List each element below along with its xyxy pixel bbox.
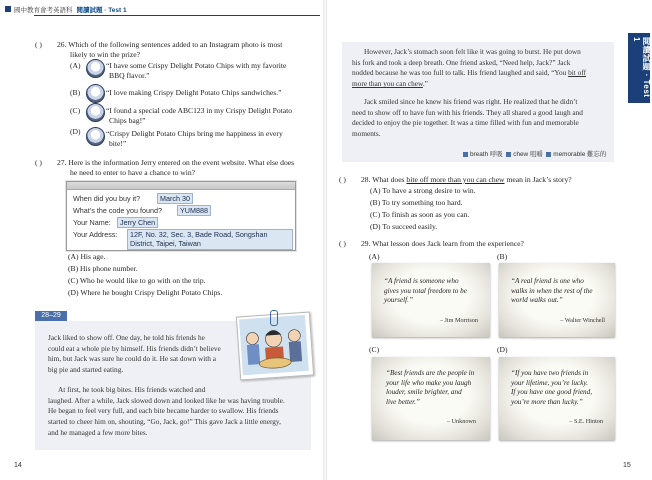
side-tab-label: 閱讀試題 · Test 1 xyxy=(632,37,651,98)
option-c[interactable]: (C) xyxy=(369,345,380,354)
avatar-icon xyxy=(86,84,105,103)
passage-line: and he managed a few more bites. xyxy=(48,427,148,437)
option-text: Chips bag!” xyxy=(109,116,146,125)
option-a[interactable] xyxy=(68,252,105,262)
quote-line: “A friend is someone who xyxy=(384,277,459,285)
vocab-item: breath 呼吸 xyxy=(470,151,503,158)
option-text: “I found a special code ABC123 in my Crispy Delight Potato xyxy=(106,106,293,115)
option-c[interactable]: (C) xyxy=(70,106,81,115)
option-text: His phone number. xyxy=(80,264,138,273)
passage-line: moments. xyxy=(352,129,381,139)
passage-paragraph-1 xyxy=(48,333,246,376)
quote-line: yourself.” xyxy=(384,296,413,305)
option-a[interactable] xyxy=(70,61,81,71)
quote-text xyxy=(511,277,593,306)
quote-line: “If you have two friends in xyxy=(511,369,589,377)
passage-line: laughed. After a while, Jack slowed down and looked like he was having trouble. xyxy=(48,395,285,405)
quote-card-d xyxy=(499,357,615,440)
header-marker xyxy=(5,6,11,12)
question-stem: likely to win the prize? xyxy=(70,50,141,59)
avatar-icon xyxy=(86,59,105,78)
passage-tag: 28–29 xyxy=(35,311,67,321)
option-text: “I have some Crispy Delight Potato Chips with my favorite xyxy=(106,61,287,70)
quote-author: – S.E. Hinton xyxy=(569,418,603,425)
option-label: (C) xyxy=(370,210,381,219)
question-stem: 27. Here is the information Jerry entered on the event website. What else does xyxy=(57,158,295,167)
quote-line: your life who make you laugh xyxy=(386,378,472,387)
quote-card-a xyxy=(372,263,490,337)
underlined-phrase: bite off more than you can chew xyxy=(406,175,505,184)
quote-card-b xyxy=(499,263,615,337)
question-stem: 29. What lesson does Jack learn from the experience? xyxy=(361,239,524,248)
answer-blank[interactable]: ( ) xyxy=(339,239,346,248)
answer-blank[interactable]: ( ) xyxy=(339,175,346,184)
form-value-address xyxy=(127,229,293,250)
option-label: (D) xyxy=(68,288,79,297)
browser-titlebar xyxy=(67,182,295,190)
option-label: (A) xyxy=(70,61,81,70)
passage-line: him, but Jack was sure he could do it. He sat down with a xyxy=(48,354,216,364)
option-label: (C) xyxy=(68,276,79,285)
quote-author: – Jim Morrison xyxy=(439,317,478,324)
option-d[interactable] xyxy=(370,222,437,232)
answer-blank[interactable]: ( ) xyxy=(35,158,42,167)
passage-line: Jack smiled since he knew his friend was right. He realized that he didn’t xyxy=(364,97,578,106)
answer-blank[interactable]: ( ) xyxy=(35,40,42,49)
side-tab xyxy=(628,33,650,103)
form-value-date: March 30 xyxy=(157,193,193,204)
form-body xyxy=(67,190,295,250)
form-label: When did you buy it? xyxy=(73,194,141,203)
option-b[interactable]: (B) xyxy=(497,252,508,261)
passage-paragraph-4 xyxy=(352,97,610,140)
vocab-item: memorable 難忘的 xyxy=(553,151,607,158)
quote-line: live better.” xyxy=(386,397,420,406)
option-text: To finish as soon as you can. xyxy=(381,210,470,219)
question-stem: he need to enter to have a chance to win? xyxy=(70,168,196,177)
option-text: “Crispy Delight Potato Chips bring me happiness in every xyxy=(106,129,283,138)
avatar-icon xyxy=(86,127,105,146)
paperclip-icon xyxy=(270,310,278,326)
quote-author: – Walter Winchell xyxy=(560,317,605,324)
quote-line: gives you total freedom to be xyxy=(384,286,467,295)
quote-line: world walks out.” xyxy=(511,296,563,305)
option-d[interactable]: (D) xyxy=(497,345,508,354)
question-stem: mean in Jack’s story? xyxy=(504,175,572,184)
passage-line: his fork and took a deep breath. One friend asked, “Need help, Jack?” Jack xyxy=(352,57,571,67)
option-label: (D) xyxy=(370,222,381,231)
address-line: 12F, No. 32, Sec. 3, Bade Road, Songshan xyxy=(130,230,268,239)
option-text: To succeed easily. xyxy=(382,222,438,231)
page-number-right: 15 xyxy=(623,462,631,469)
passage-line: big pie and started eating. xyxy=(48,365,124,375)
question-27 xyxy=(35,158,320,177)
header-rule xyxy=(34,15,320,16)
bullet-icon xyxy=(506,152,511,157)
quote-line: “A real friend is one who xyxy=(511,277,584,285)
question-28 xyxy=(339,175,619,185)
form-label: Your Name: xyxy=(73,218,111,227)
underlined-phrase: more than you can chew xyxy=(352,79,423,89)
passage-line: He began to feel very full, and each bite became harder to swallow. His friends xyxy=(48,406,279,416)
option-text: bite!” xyxy=(109,139,127,148)
quote-text xyxy=(384,277,467,306)
quote-line: you’re more than lucky.” xyxy=(511,397,583,406)
option-d[interactable]: (D) xyxy=(70,127,81,136)
website-form xyxy=(66,181,296,251)
quote-line: your lifetime, you’re lucky. xyxy=(511,378,588,387)
underlined-phrase: bit off xyxy=(568,68,587,78)
form-value-code: YUM888 xyxy=(177,205,211,216)
option-a[interactable] xyxy=(370,186,476,196)
question-stem: 28. What does xyxy=(361,175,407,184)
form-value-name: Jerry Chen xyxy=(117,217,158,228)
passage-paragraph-2 xyxy=(48,385,308,439)
option-b[interactable] xyxy=(370,198,463,208)
option-text: His age. xyxy=(80,252,106,261)
question-29 xyxy=(339,239,619,249)
passage-line: Jack liked to show off. One day, he told his friends he xyxy=(48,333,205,342)
option-text: To try something too hard. xyxy=(381,198,463,207)
option-label: (A) xyxy=(370,186,381,195)
quote-line: louder, smile brighter, and xyxy=(386,388,462,397)
passage-line: nodded because he was too full to talk. His friend laughed and said, “You xyxy=(352,68,567,78)
header-subtitle: 閱讀試題 · Test 1 xyxy=(76,7,127,14)
passage-line: need to show off to have fun with his friends. They all shared a good laugh and xyxy=(352,107,583,117)
form-label: What’s the code you found? xyxy=(73,206,162,215)
passage-paragraph-3 xyxy=(352,47,610,90)
bullet-icon xyxy=(463,152,468,157)
option-b[interactable]: (B) xyxy=(70,88,81,97)
quote-line: “Best friends are the people in xyxy=(386,369,475,377)
passage-line: decided to enjoy the pie together. It was a time filled with fun and memorable xyxy=(352,118,579,128)
option-label: (B) xyxy=(68,264,79,273)
header-title: 國中教育會考英語科 xyxy=(14,7,73,14)
passage-line: could eat a whole pie by himself. His friends didn’t believe xyxy=(48,343,221,353)
vocab-item: chew 咀嚼 xyxy=(513,151,543,158)
passage-line: However, Jack’s stomach soon felt like it was going to burst. He put down xyxy=(364,47,581,56)
quote-author: – Unknown xyxy=(446,418,476,425)
option-c[interactable] xyxy=(68,276,206,286)
quote-text xyxy=(386,369,474,407)
page-gutter xyxy=(323,0,327,480)
address-line: District, Taipei, Taiwan xyxy=(130,239,201,248)
option-text: Who he would like to go with on the trip. xyxy=(79,276,206,285)
option-label: (A) xyxy=(68,252,79,261)
passage-line: started to cheer him on, shouting, “Go, Jack, go!” This gave Jack a little energy, xyxy=(48,417,281,427)
option-a[interactable]: (A) xyxy=(369,252,380,261)
option-b[interactable] xyxy=(68,264,138,274)
avatar-icon xyxy=(86,103,105,122)
passage-line: .” xyxy=(422,79,428,89)
page-number-left: 14 xyxy=(14,462,22,469)
quote-line: If you have one good friend, xyxy=(511,388,593,397)
option-c[interactable] xyxy=(370,210,469,220)
vocabulary-list xyxy=(463,149,606,158)
option-label: (B) xyxy=(370,198,381,207)
quote-text xyxy=(511,369,592,407)
option-text: Where he bought Crispy Delight Potato Chips. xyxy=(80,288,223,297)
page-header-left xyxy=(14,5,127,14)
option-text: To have a strong desire to win. xyxy=(382,186,476,195)
option-d[interactable] xyxy=(68,288,222,298)
passage-line: At first, he took big bites. His friends watched and xyxy=(58,385,206,394)
option-text: BBQ flavor.” xyxy=(109,71,150,80)
question-stem: 26. Which of the following sentences added to an Instagram photo is most xyxy=(57,40,283,49)
bullet-icon xyxy=(546,152,551,157)
question-26 xyxy=(35,40,320,59)
form-label: Your Address: xyxy=(73,230,118,239)
option-text: “I love making Crispy Delight Potato Chips sandwiches.” xyxy=(106,88,282,97)
quote-line: walks in when the rest of the xyxy=(511,286,593,295)
quote-card-c xyxy=(372,357,490,440)
